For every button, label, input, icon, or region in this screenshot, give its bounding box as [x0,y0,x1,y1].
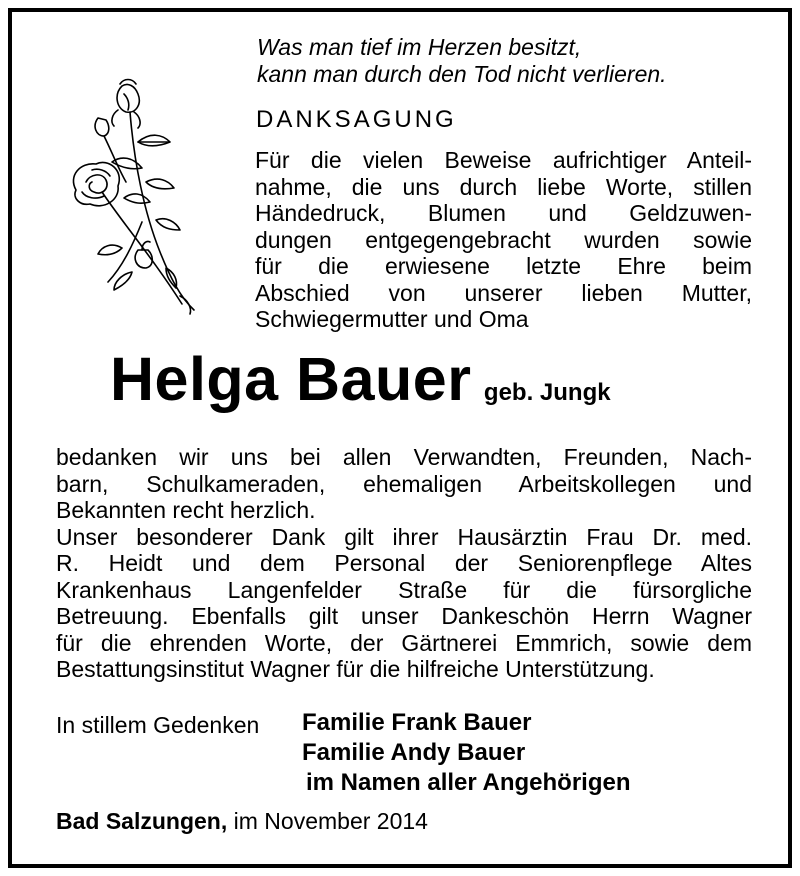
body-line: R. Heidt und dem Personal der Seniorenpflege Altes [56,550,752,576]
intro-line: Händedruck, Blumen und Geldzuwen- [255,200,752,226]
signature-label: In stillem Gedenken [56,712,260,738]
intro-line: für die erwiesene letzte Ehre beim [255,253,752,279]
rose-illustration-icon [62,72,212,317]
body-paragraph [56,444,752,683]
maiden-name: geb. Jungk [483,379,611,406]
motto-line: Was man tief im Herzen besitzt, [257,34,582,60]
body-line: Krankenhaus Langenfelder Straße für die fürsorgliche [56,576,752,603]
body-line: bedanken wir uns bei allen Verwandten, Freunden, Nach- [56,444,752,470]
signature-name: Familie Andy Bauer [302,739,526,766]
body-line: für die ehrenden Worte, der Gärtnerei Emmrich, sowie dem [56,629,752,656]
body-line: Bestattungsinstitut Wagner für die hilfreiche Unterstützung. [56,656,655,682]
body-line: Bekannten recht herzlich. [56,497,316,523]
signature-names [302,708,631,798]
obituary-notice [8,8,792,868]
deceased-name-row [110,344,611,414]
body-line: Unser besonderer Dank gilt ihrer Hausärztin Frau Dr. med. [56,523,752,550]
intro-line: Für die vielen Beweise aufrichtiger Anteil- [255,147,752,173]
intro-line: dungen entgegengebracht wurden sowie [255,226,752,253]
intro-line: Abschied von unserer lieben Mutter, [255,279,752,306]
motto-quote [257,34,667,88]
signature-name: im Namen aller Angehörigen [306,769,631,796]
place-date-line [56,808,428,835]
deceased-name: Helga Bauer [110,345,472,413]
intro-line: Schwiegermutter und Oma [255,306,529,332]
date-text: im November 2014 [233,808,428,834]
motto-line: kann man durch den Tod nicht verlieren. [257,61,667,87]
body-line: barn, Schulkameraden, ehemaligen Arbeitskollegen und [56,470,752,497]
intro-line: nahme, die uns durch liebe Worte, stillen [255,173,752,200]
signature-name: Familie Frank Bauer [302,709,532,736]
place-name: Bad Salzungen, [56,808,228,834]
body-line: Betreuung. Ebenfalls gilt unser Dankeschön Herrn Wagner [56,603,752,629]
intro-paragraph [255,147,752,333]
notice-heading: DANKSAGUNG [256,106,457,133]
